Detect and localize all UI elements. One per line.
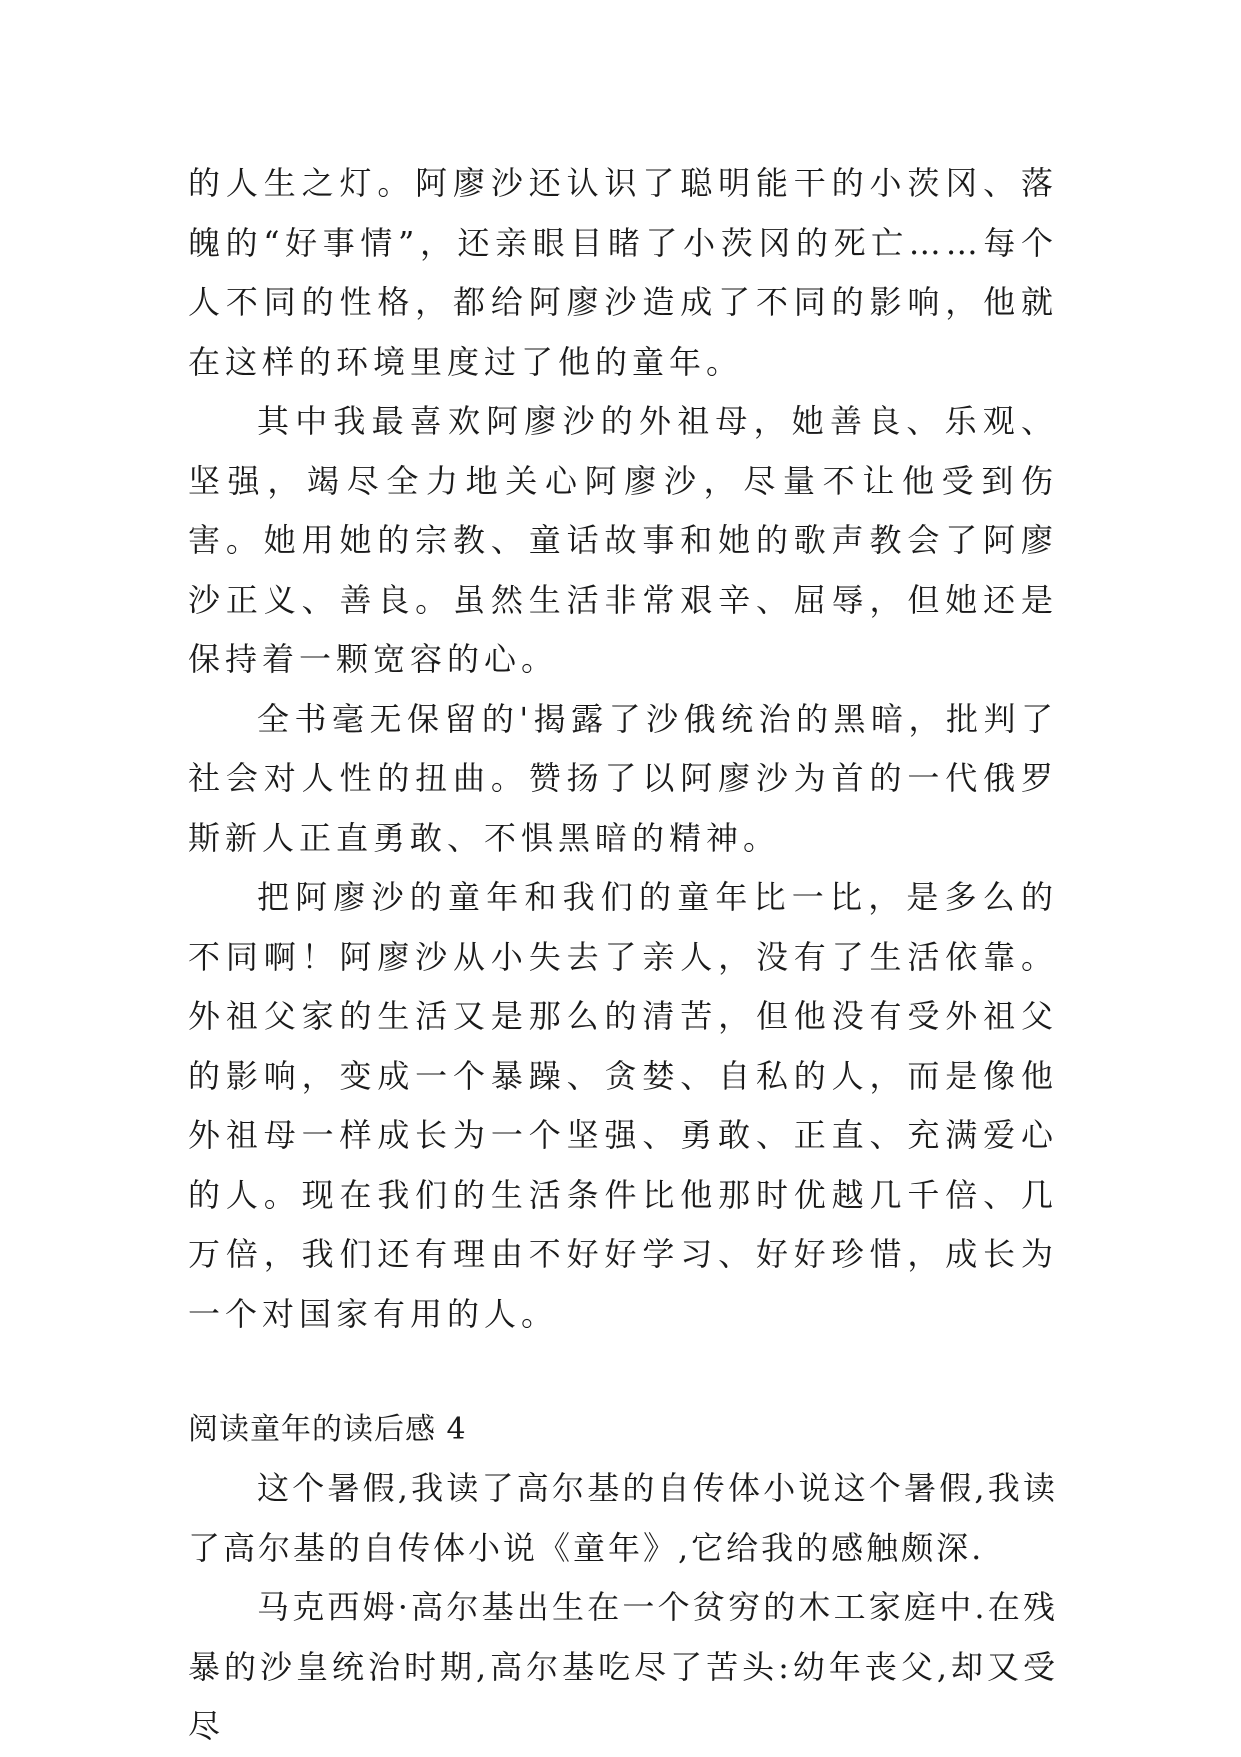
paragraph-grandmother: 其中我最喜欢阿廖沙的外祖母，她善良、乐观、坚强，竭尽全力地关心阿廖沙，尽量不让他受到伤害。她用她的宗教、童话故事和她的歌声教会了阿廖沙正义、善良。虽然生活非常艰辛、屈辱，但她还是保持着一颗宽容的心。 bbox=[188, 402, 1058, 678]
paragraph-comparison: 把阿廖沙的童年和我们的童年比一比，是多么的不同啊！阿廖沙从小失去了亲人，没有了生活依靠。外祖父家的生活又是那么的清苦，但他没有受外祖父的影响，变成一个暴躁、贪婪、自私的人，而是像他外祖母一样成长为一个坚强、勇敢、正直、充满爱心的人。现在我们的生活条件比他那时优越几千倍、几万倍，我们还有理由不好好学习、好好珍惜，成长为一个对国家有用的人。 bbox=[188, 878, 1058, 1333]
paragraph-book-summary: 全书毫无保留的'揭露了沙俄统治的黑暗，批判了社会对人性的扭曲。赞扬了以阿廖沙为首的一代俄罗斯新人正直勇敢、不惧黑暗的精神。 bbox=[188, 699, 1058, 857]
paragraph-continued: 的人生之灯。阿廖沙还认识了聪明能干的小茨冈、落魄的“好事情”，还亲眼目睹了小茨冈的死亡……每个人不同的性格，都给阿廖沙造成了不同的影响，他就在这样的环境里度过了他的童年。 bbox=[188, 164, 1058, 381]
section-heading: 阅读童年的读后感 4 bbox=[188, 1412, 467, 1447]
paragraph-gorky-bio: 马克西姆·高尔基出生在一个贫穷的木工家庭中.在残暴的沙皇统治时期,高尔基吃尽了苦头:幼年丧父,却又受尽 bbox=[188, 1588, 1058, 1745]
paragraph-summer-reading: 这个暑假,我读了高尔基的自传体小说这个暑假,我读了高尔基的自传体小说《童年》,它给我的感触颇深. bbox=[188, 1469, 1058, 1567]
document-body bbox=[188, 154, 1058, 1757]
